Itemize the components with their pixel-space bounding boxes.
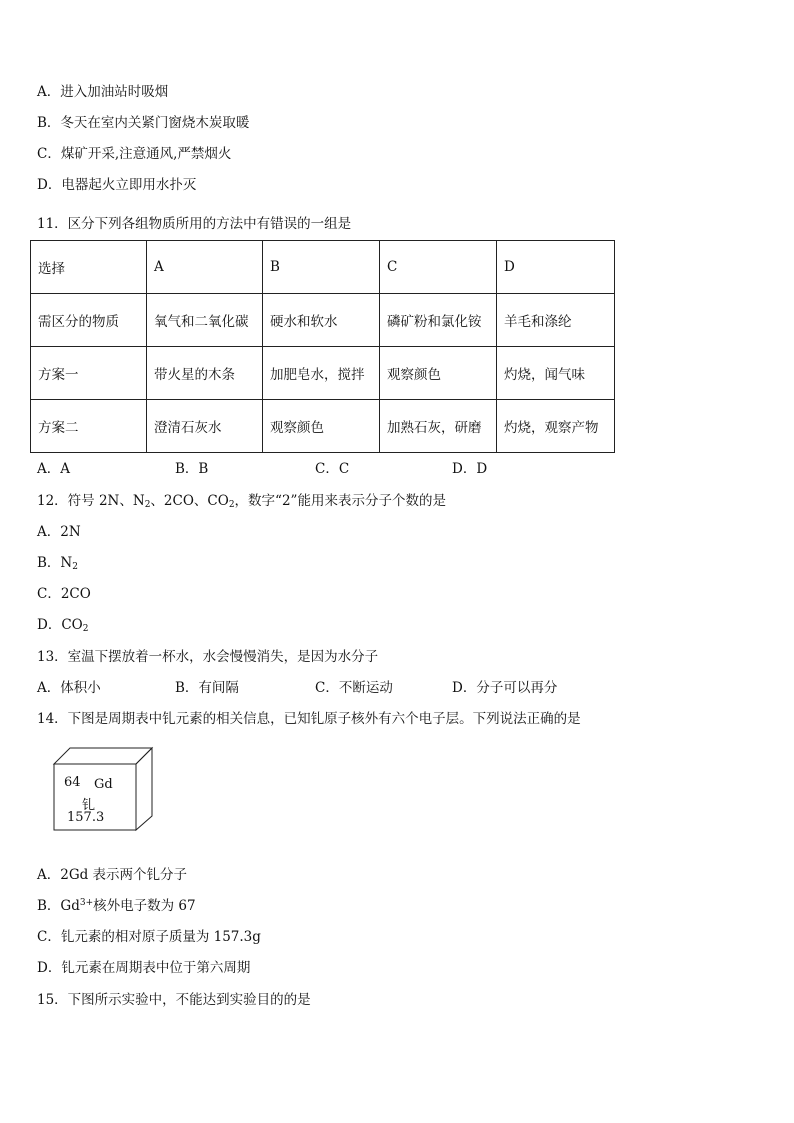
table-cell: 观察颜色 (263, 400, 380, 453)
element-atomic-mass: 157.3 (67, 810, 105, 825)
subscript: 2 (228, 500, 235, 510)
table-cell: D (497, 241, 615, 294)
q15-stem: 15．下图所示实验中，不能达到实验目的的是 (37, 992, 311, 1008)
q12-option-c: C．2CO (37, 586, 91, 602)
subscript: 2 (144, 500, 151, 510)
table-cell: 方案二 (31, 400, 147, 453)
q13-stem: 13．室温下摆放着一杯水，水会慢慢消失，是因为水分子 (37, 649, 379, 665)
q11-option-a: A．A (37, 461, 70, 477)
table-row (31, 347, 615, 400)
table-cell: 带火星的木条 (147, 347, 263, 400)
q12-stem-text: 12．符号 2N、N (37, 493, 145, 509)
q11-table (30, 240, 615, 453)
table-row (31, 294, 615, 347)
table-cell: 方案一 (31, 347, 147, 400)
element-atomic-number: 64 (64, 775, 81, 790)
element-symbol: Gd (94, 777, 113, 792)
q11-stem: 11．区分下列各组物质所用的方法中有错误的一组是 (37, 216, 352, 232)
q14-option-b-text: B．Gd (37, 898, 80, 914)
table-row (31, 241, 615, 294)
q14-option-b-text: 核外电子数为 67 (93, 898, 196, 914)
table-cell: B (263, 241, 380, 294)
q11-option-c: C．C (315, 461, 350, 477)
q14-stem: 14．下图是周期表中钆元素的相关信息，已知钆原子核外有六个电子层。下列说法正确的是 (37, 711, 581, 727)
q10-option-c: C．煤矿开采,注意通风,严禁烟火 (37, 146, 232, 162)
table-cell: C (380, 241, 497, 294)
q12-option-d-text: D．CO (37, 617, 83, 633)
q11-option-b: B．B (175, 461, 209, 477)
superscript: 3+ (79, 898, 94, 908)
q13-option-b: B．有间隔 (175, 680, 239, 696)
q13-option-a: A．体积小 (37, 680, 101, 696)
table-cell: 观察颜色 (380, 347, 497, 400)
q12-option-b-text: B．N (37, 555, 73, 571)
q10-option-b: B．冬天在室内关紧门窗烧木炭取暖 (37, 115, 250, 131)
table-cell: 灼烧，闻气味 (497, 347, 615, 400)
table-cell: 羊毛和涤纶 (497, 294, 615, 347)
q10-option-a: A．进入加油站时吸烟 (37, 84, 169, 100)
q12-stem (37, 492, 446, 510)
q11-option-d: D．D (452, 461, 488, 477)
table-cell: 磷矿粉和氯化铵 (380, 294, 497, 347)
q13-option-d: D．分子可以再分 (452, 680, 558, 696)
q10-option-d: D．电器起火立即用水扑灭 (37, 177, 197, 193)
table-cell: 灼烧，观察产物 (497, 400, 615, 453)
q12-option-b (37, 554, 78, 572)
table-cell: 需区分的物质 (31, 294, 147, 347)
q14-option-a: A．2Gd 表示两个钆分子 (37, 867, 188, 883)
q13-option-c: C．不断运动 (315, 680, 393, 696)
table-cell: 加熟石灰，研磨 (380, 400, 497, 453)
element-name: 钆 (82, 798, 96, 813)
table-cell: A (147, 241, 263, 294)
q12-stem-text: ，数字“2”能用来表示分子个数的是 (234, 493, 446, 509)
table-cell: 选择 (31, 241, 147, 294)
subscript: 2 (72, 562, 78, 572)
q14-option-c: C．钆元素的相对原子质量为 157.3g (37, 929, 261, 945)
q14-option-b (37, 897, 196, 915)
periodic-element-card (52, 746, 154, 832)
q12-option-d (37, 616, 88, 634)
table-cell: 澄清石灰水 (147, 400, 263, 453)
q14-option-d: D．钆元素在周期表中位于第六周期 (37, 960, 251, 976)
q12-option-a: A．2N (37, 524, 81, 540)
table-cell: 加肥皂水，搅拌 (263, 347, 380, 400)
table-cell: 氧气和二氧化碳 (147, 294, 263, 347)
table-cell: 硬水和软水 (263, 294, 380, 347)
table-row (31, 400, 615, 453)
subscript: 2 (82, 624, 89, 634)
q12-stem-text: 、2CO、CO (150, 493, 229, 509)
